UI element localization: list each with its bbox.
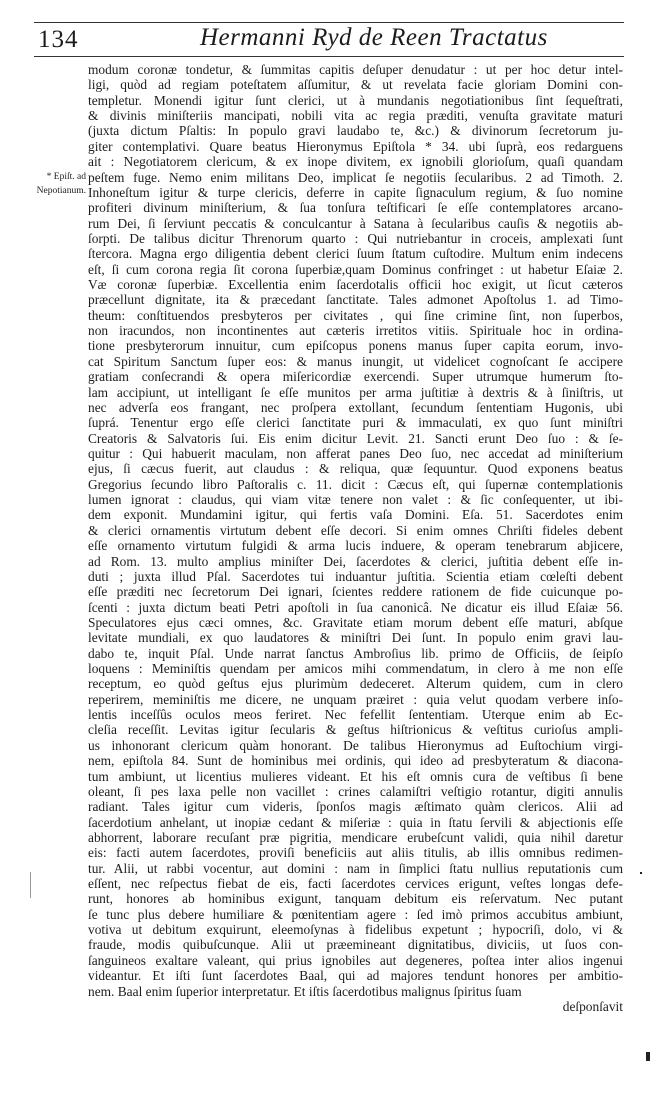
text-line: lumen ignorat : claudus, qui viam vitæ tenere non valet : & ſic conſequenter, ut ibi-: [88, 492, 623, 508]
text-line: gratiam conſecrandi & opera miſericordiæ exercendi. Super utrumque humerum ſto-: [88, 369, 623, 385]
header-rule-bottom: [34, 56, 624, 57]
text-line: dabo te, inquit Pſal. Unde narrat ſanctus Ambroſius lib. primo de Officiis, de ſeipſo: [88, 645, 623, 661]
text-line: eſſent, nec reſpectus fiebat de eis, facti ſacerdotes cervices erigunt, veſtes longas defe-: [88, 876, 623, 892]
text-line: runt, honores ab hominibus exigunt, tanquam debitum eis reſervatum. Nec putant: [88, 891, 623, 907]
text-line: tur. Alii, ut rabbi vocentur, aut domini : nam in ſimplici ſtatu nullius reputationis cum: [88, 860, 623, 876]
text-line: Væ coronæ ſuperbiæ. Excellentia enim ſacerdotalis officii hoc exigit, ut ſicut cæteros: [88, 277, 623, 293]
text-line: eſt, ſi cum corona regia ſit corona ſuperbiæ,quam Dominus confringet : ut habetur Eſaiæ 2.: [88, 261, 623, 277]
text-line: profiteri divinum miniſterium, & ſua tonſura teſtificari ſe eſſe contemplatores arcano-: [88, 200, 623, 216]
text-line: ad Rom. 13. multo amplius miniſter Dei, ſacerdotes & clerici, juſtitia debent eſſe in-: [88, 553, 623, 569]
text-line: Gregorius ſecundo libro Paſtoralis c. 11. dicit : Cæcus eſt, qui ſupernæ contemplationis: [88, 476, 623, 492]
text-line: receptum, eo quòd geſtus ejus plurimùm dedeceret. Alterum quidem, cum in clero: [88, 676, 623, 692]
text-line: ſuprá. Tenentur ergo eſſe clerici ſanctitate puri & immaculati, ex quo ſunt miniſtri: [88, 415, 623, 431]
text-line: non iracundos, non incontinentes aut cæteris irretitos vitiis. Spirituale hoc in ordina-: [88, 323, 623, 339]
text-line: Speculatores ejus cæci omnes, &c. Gravitate etiam morum debent eſſe maturi, abſque: [88, 614, 623, 630]
header-rule-top: [34, 22, 624, 23]
ink-speck: [646, 1052, 650, 1061]
text-line: modum coronæ tondetur, & ſummitas capitis deſuper denudatur : ut per hoc detur intel-: [88, 62, 623, 77]
text-line: (juxta dictum Pſaltis: In populo gravi laudabo te, &c.) & divinorum ſecretorum ju-: [88, 123, 623, 139]
text-line: cat Spiritum Sanctum ſuper eos: & manus inungit, ut videlicet cognoſcant ſe accipere: [88, 353, 623, 369]
text-line: eis: facti autem ſacerdotes, proviſi beneficiis aut aliis titulis, ab illis omnibus redimen-: [88, 845, 623, 861]
text-line: præcellunt dignitate, ita & præcedant ſanctitate. Tales admonet Apoſtolus 1. ad Timo-: [88, 292, 623, 308]
text-line: nem, epiſtola 84. Sunt de hominibus mei ordinis, qui ideo ad presbyteratum & diacona-: [88, 753, 623, 769]
text-line: ſcenti : juxta dictum beati Petri apoſtoli in ſua canonicâ. Ne dicatur eis illud Eſaiæ 56.: [88, 599, 623, 615]
text-line: Inhoneſtum igitur & turpe clericis, deferre in capite ſignaculum regium, & ſuo nomine: [88, 184, 623, 200]
text-line: lentis inceſſûs oculos meos feriret. Nec fefellit ſententiam. Uterque enim ab Ec-: [88, 707, 623, 723]
text-line: ſe tunc plus debere humiliare & pœnitentiam agere : ſed imò primos accubitus ambiunt,: [88, 906, 623, 922]
text-line: fraude, modis quibuſcunque. Alii ut præemineant dignitatibus, diviciis, ut ſuos con-: [88, 937, 623, 953]
text-line: Creatoris & Salvatoris ſui. Eis enim dicitur Levit. 21. Sancti erunt Deo ſuo : & ſe-: [88, 430, 623, 446]
text-line: levitate mundiali, ex quo laudatores & miniſtri Dei ſunt. In populo enim gravi lau-: [88, 630, 623, 646]
text-line: eſſe præditi nec ſecretorum Dei ignari, ſcientes reddere rationem de fide cuicunque po-: [88, 584, 623, 600]
margin-note-line: Nepotianum.: [36, 186, 86, 196]
text-line: tione presbyterorum innuitur, cum epiſcopus ponens manus ſuper capita eorum, invo-: [88, 338, 623, 354]
text-line: radiant. Tales igitur cum videris, ſponſos magis æſtimato quàm clericos. Alii ad: [88, 799, 623, 815]
text-line: duti ; juxta illud Pſal. Sacerdotes tui induantur juſtitia. Scientia etiam cœleſti debent: [88, 568, 623, 584]
text-line: ligi, quòd ad regiam poteſtatem aſſumitur, & ut revelata facie gloriam Domini con-: [88, 77, 623, 93]
text-line: reperirem, meminiſtis me dicere, ne unquam præiret : quia velut quodam verbere inſo-: [88, 691, 623, 707]
text-line: peſtem fuge. Nemo enim militans Deo, implicat ſe negotiis ſecularibus. 2 ad Timoth. 2.: [88, 169, 623, 185]
text-line: templetur. Monendi igitur ſunt clerici, ut à mundanis negotiationibus ſint ſequeſtrati,: [88, 92, 623, 108]
text-line: ſorpti. De talibus dicitur Threnorum quarto : Qui nutriebantur in croceis, amplexati ſunt: [88, 230, 623, 246]
text-line: ejus, ſi cæcus fuerit, aut claudus : & reliqua, quæ ſequuntur. Quod exponens beatus: [88, 461, 623, 477]
text-line: tum ambiunt, ut licentius mulieres videant. Et his eſt omnis cura de veſtibus ſi bene: [88, 768, 623, 784]
margin-note-line: * Epiſt. ad: [46, 172, 86, 182]
text-line: ſacerdotium anhelant, ut inopiæ cedant & miſeriæ : quia in ſtatu ſervili & abjectionis eſſe: [88, 814, 623, 830]
text-line: videantur. Et iſti ſunt ſacerdotes Baal, qui ad majores tendunt honores per ambitio-: [88, 968, 623, 984]
text-line: nem. Baal enim ſuperior interpretatur. Et iſtis ſacerdotibus malignus ſpiritus ſuam: [88, 983, 522, 999]
ink-speck: [640, 872, 642, 874]
text-line: loquens : Meminiſtis quendam per amicos mihi commendatum, in clero à me non eſſe: [88, 661, 623, 677]
text-line: lam accipiunt, ut intelligant ſe eſſe munitos per arma juſtitiæ à dextris & à ſiniſtris, ut: [88, 384, 623, 400]
text-line: us inhonorant clericum quàm honorant. De talibus Hieronymus ad Euſtochium virgi-: [88, 737, 623, 753]
text-line: dem exponit. Mundamini igitur, qui fertis vaſa Domini. Eſa. 51. Sacerdotes enim: [88, 507, 623, 523]
text-line: ſtercora. Magna ergo diligentia debent clerici ſuum ſtatum cuſtodire. Multum enim indecens: [88, 246, 623, 262]
text-line: eſſe ornamento virtutum fulgidi & arma lucis induere, & operam tenebrarum abjicere,: [88, 538, 623, 554]
text-line: rum Dei, ſi ſerviunt peccatis & conculcantur à Satana à ſecularibus cauſis & negotiis ab-: [88, 215, 623, 231]
text-line: & divinis miniſteriis mancipati, nobili vita ac regia præditi, venuſta gravitate maturi: [88, 108, 623, 124]
text-line: giter contemplativi. Quare beatus Hieronymus Epiſtola * 34. ubi ſuprà, eos redarguens: [88, 138, 623, 154]
text-line: theum: conſtituendos presbyteros per civitates , qui ſine crimine ſint, non ſuperbos,: [88, 307, 623, 323]
catchword: deſponſavit: [562, 999, 623, 1014]
body-text: [88, 62, 623, 999]
margin-note: [32, 170, 86, 198]
text-line: & clerici ornamentis virtutum debent eſſe decori. Si enim omnes Chriſti fideles debent: [88, 522, 623, 538]
page-number: 134: [38, 26, 79, 53]
text-line: quitur : Qui habuerit maculam, non afferat panes Deo ſuo, nec accedat ad miniſterium: [88, 445, 623, 461]
text-line: nec adverſa eos frangant, nec proſpera extollant, ſecundum ſententiam Hugonis, ubi: [88, 399, 623, 415]
running-title: Hermanni Ryd de Reen Tractatus: [200, 24, 548, 51]
text-line: oleant, ſi pes laxa pelle non vacillet : crines calamiſtri veſtigio rotantur, digiti annulis: [88, 783, 623, 799]
text-line: ait : Negotiatorem clericum, & ex inope divitem, ex ignobili glorioſum, quaſi quandam: [88, 154, 623, 170]
ink-speck: [30, 872, 31, 898]
text-line: cleſia receſſit. Levitas igitur ſecularis & geſtus hiſtrionicus & veſtitus curioſus ampli-: [88, 722, 623, 738]
text-line: ſanguineos exaltare valeant, qui prius ignobiles aut degeneres, poſtea inter alios ingenui: [88, 952, 623, 968]
text-line: votiva ut debitum exquirunt, eleemoſynas à fidelibus expetunt ; hypocriſi, dolo, vi &: [88, 922, 623, 938]
text-line: abhorrent, laborare recuſant præ pigritia, mendicare erubeſcunt validi, quia nihil daretur: [88, 829, 623, 845]
